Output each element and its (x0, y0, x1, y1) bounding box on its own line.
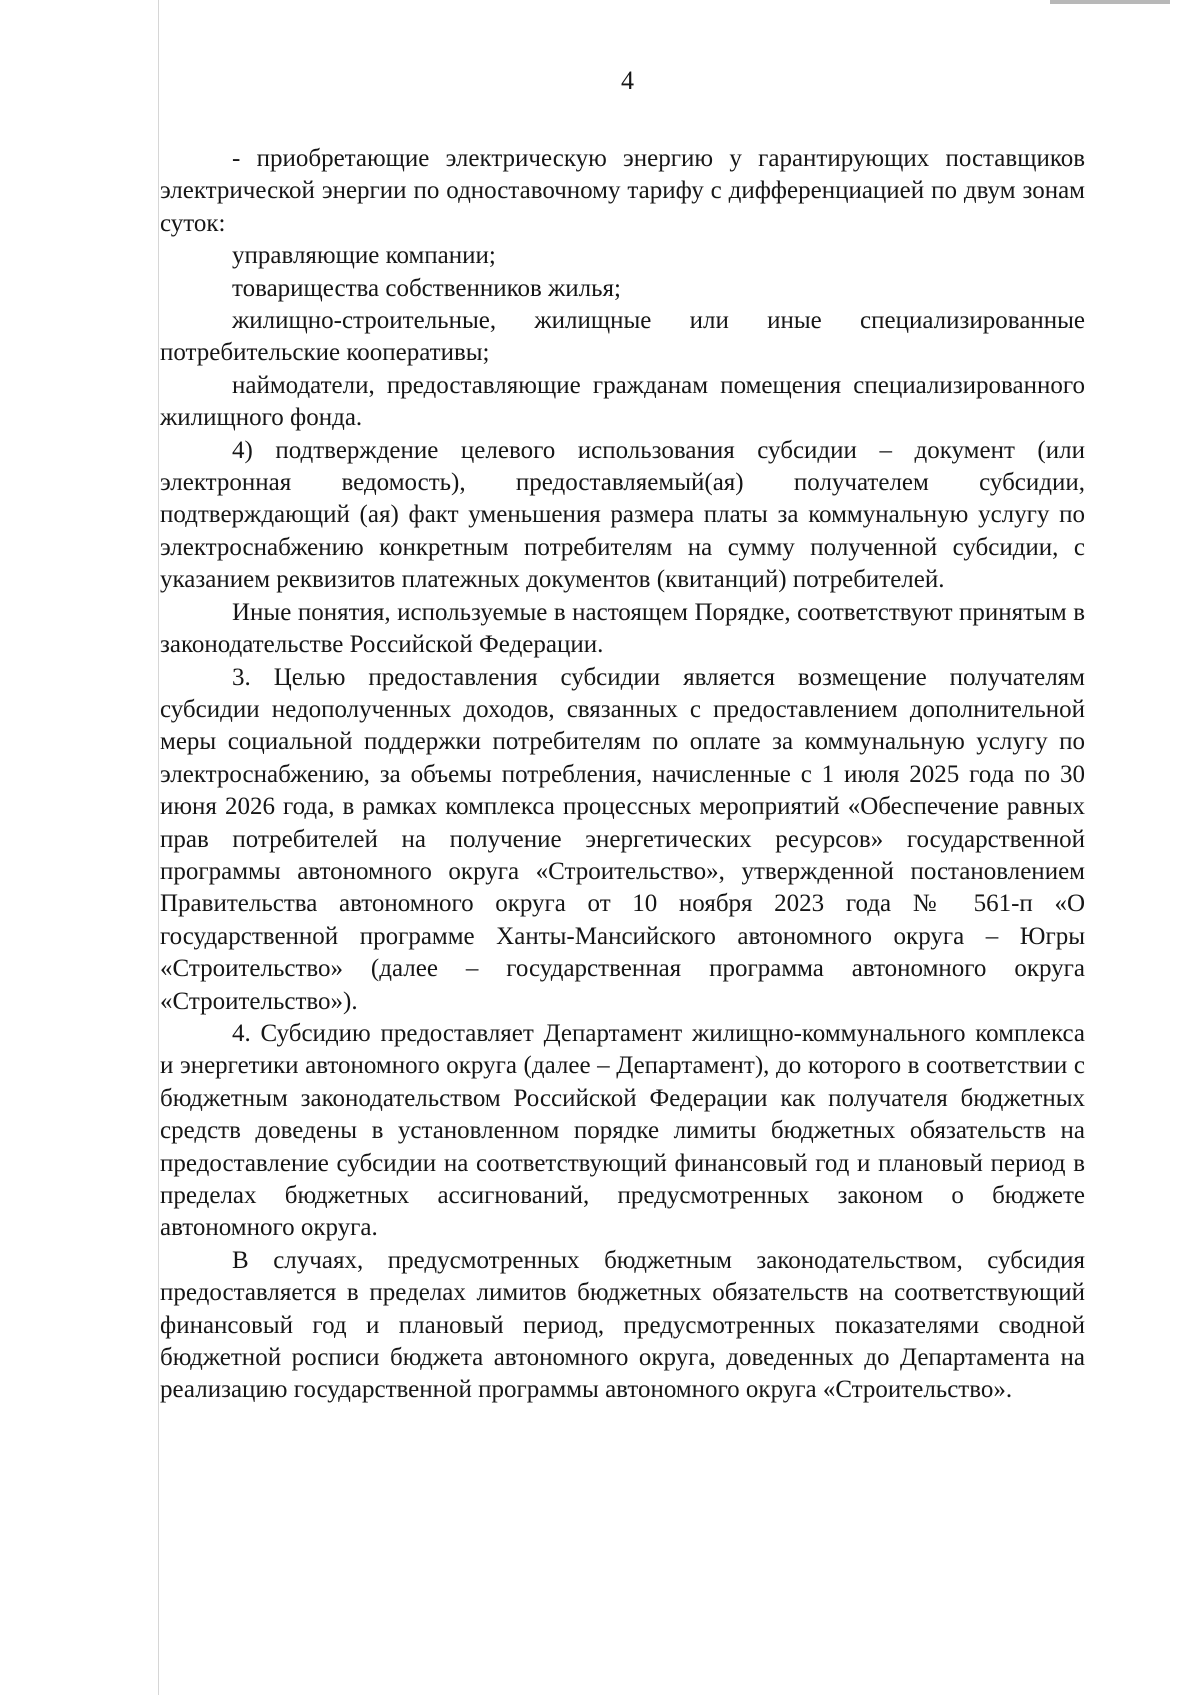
scan-top-mark (1050, 0, 1170, 4)
paragraph-other-terms: Иные понятия, используемые в настоящем Порядке, соответствуют принятым в законодательстве Российской Федерации. (160, 598, 1085, 659)
paragraph-item-4-confirmation: 4) подтверждение целевого использования субсидии – документ (или электронная ведомость), предоставляемый(ая) получателем субсидии, подтверждающий (ая) факт уменьшения размера платы за коммунальную услугу по электроснабжению конкретным потребителям на сумму полученной субсидии, с указанием реквизитов платежных документов (квитанций) потребителей. (160, 436, 1085, 594)
paragraph-section-4-department: 4. Субсидию предоставляет Департамент жилищно-коммунального комплекса и энергетики автономного округа (далее – Департамент), до которого в соответствии с бюджетным законодательством Российской Федерации как получателя бюджетных средств доведены в установленном порядке лимиты бюджетных обязательств на предоставление субсидии на соответствующий финансовый год и плановый период в пределах бюджетных ассигнований, предусмотренных законом о бюджете автономного округа. (160, 1019, 1085, 1242)
paragraph-cooperatives: жилищно-строительные, жилищные или иные специализированные потребительские кооперативы; (160, 307, 1085, 367)
paragraph-budget-limits: В случаях, предусмотренных бюджетным законодательством, субсидия предоставляется в пределах лимитов бюджетных обязательств на соответствующий финансовый год и плановый период, предусмотренных показателями сводной бюджетной росписи бюджета автономного округа, доведенных до Департамента на реализацию государственной программы автономного округа «Строительство». (160, 1246, 1085, 1404)
paragraph-management-companies: управляющие компании; (232, 242, 496, 270)
paragraph-landlords: наймодатели, предоставляющие гражданам помещения специализированного жилищного фонда. (160, 371, 1085, 432)
paragraph-homeowners-associations: товарищества собственников жилья; (232, 274, 621, 302)
scan-left-edge-line (158, 0, 159, 1695)
paragraph-section-3-purpose: 3. Целью предоставления субсидии является возмещение получателям субсидии недополученных доходов, связанных с предоставлением дополнительной меры социальной поддержки потребителям по оплате за коммунальную услугу по электроснабжению, за объемы потребления, начисленные с 1 июля 2025 года по 30 июня 2026 года, в рамках комплекса процессных мероприятий «Обеспечение равных прав потребителей на получение энергетических ресурсов» государственной программы автономного округа «Строительство», утвержденной постановлением Правительства автономного округа от 10 ноября 2023 года № 561-п «О государственной программе Ханты-Мансийского автономного округа – Югры «Строительство» (далее – государственная программа автономного округа «Строительство»). (160, 663, 1085, 1015)
paragraph-purchasers: - приобретающие электрическую энергию у гарантирующих поставщиков электрической энергии по одноставочному тарифу с дифференциацией по двум зонам суток: (160, 145, 1085, 237)
page-number: 4 (621, 66, 634, 95)
document-body (160, 143, 1085, 1407)
